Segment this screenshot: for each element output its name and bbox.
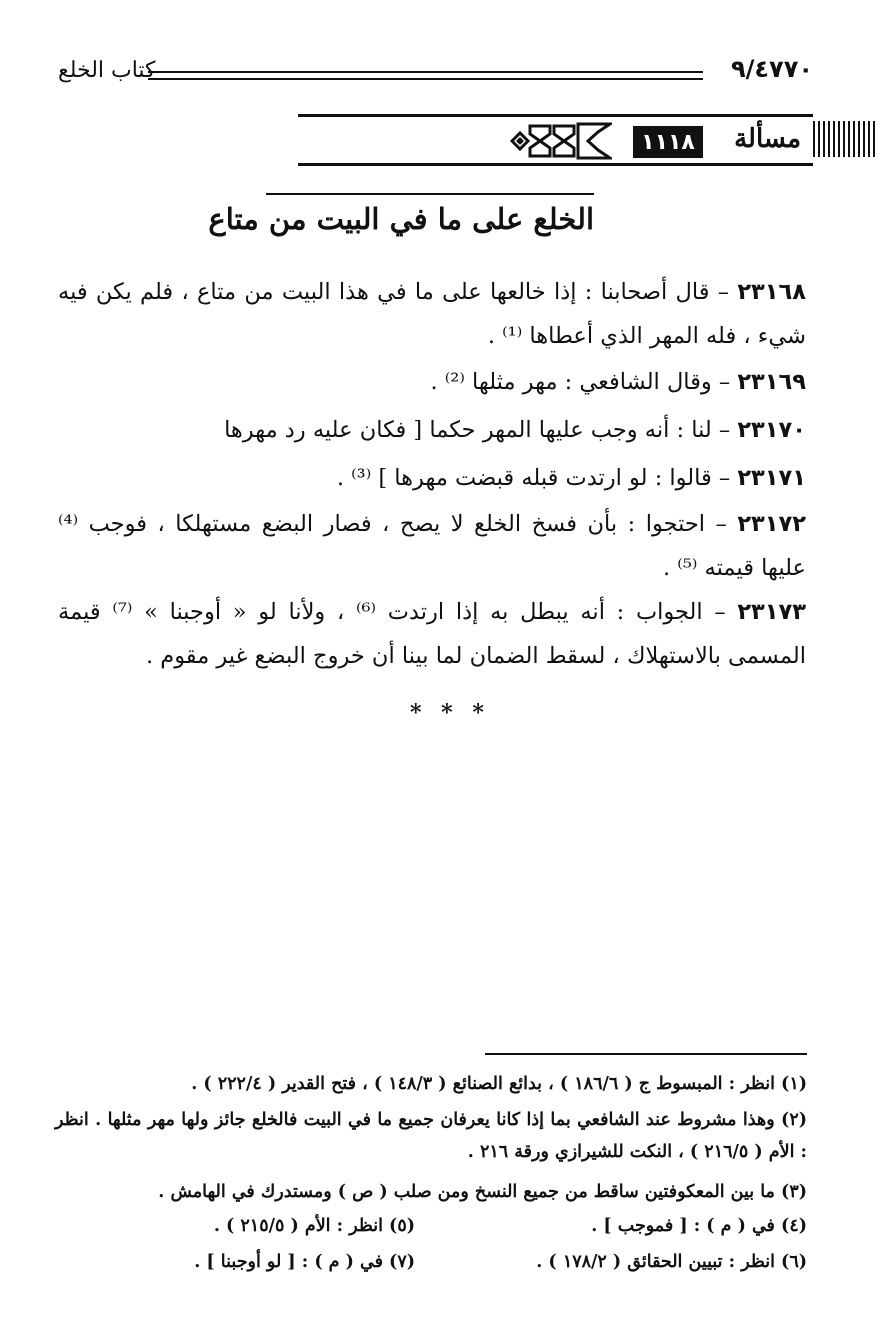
footnote-6: (٦) انظر : تبيين الحقائق ( ١٧٨/٢ ) . bbox=[536, 1252, 807, 1272]
title-rule bbox=[266, 193, 594, 195]
paragraph-number: ٢٣١٧٣ bbox=[737, 599, 806, 625]
paragraph-number: ٢٣١٧٠ bbox=[737, 417, 806, 443]
paragraph-number: ٢٣١٧١ bbox=[737, 465, 806, 491]
paragraph-text: – الجواب : أنه يبطل به إذا ارتدت ⁽⁶⁾ ، ولأنا لو « أوجبنا » ⁽⁷⁾ قيمة المسمى بالاستهلاك ، لسقط الضمان لما بينا أن خروج البضع غير مقوم . bbox=[58, 599, 806, 669]
chapter-title: الخلع على ما في البيت من متاع bbox=[208, 202, 594, 236]
paragraph-text: – وقال الشافعي : مهر مثلها ⁽²⁾ . bbox=[430, 369, 738, 395]
paragraph bbox=[58, 502, 806, 590]
paragraph bbox=[58, 270, 806, 358]
header-rule bbox=[148, 71, 703, 80]
book-title: كتاب الخلع bbox=[58, 58, 156, 83]
footnote-3: (٣) ما بين المعكوفتين ساقط من جميع النسخ ومن صلب ( ص ) ومستدرك في الهامش . bbox=[158, 1182, 807, 1202]
footnote-7: (٧) في ( م ) : [ لو أوجبنا ] . bbox=[194, 1252, 415, 1272]
paragraph bbox=[58, 360, 806, 404]
footnote-2: (٢) وهذا مشروط عند الشافعي بما إذا كانا يعرفان جميع ما في البيت فالخلع جائز ولها مهر مثلها . انظر : الأم ( ٢١٦/٥ ) ، النكت للشيرازي ورقة ٢١٦ . bbox=[55, 1110, 807, 1162]
paragraph-text: – احتجوا : بأن فسخ الخلع لا يصح ، فصار البضع مستهلكا ، فوجب ⁽⁴⁾ عليها قيمته ⁽⁵⁾ . bbox=[58, 511, 806, 581]
paragraph-text: – قال أصحابنا : إذا خالعها على ما في هذا البيت من متاع ، فلم يكن فيه شيء ، فله المهر الذي أعطاها ⁽¹⁾ . bbox=[58, 279, 806, 349]
footnote-5: (٥) انظر : الأم ( ٢١٥/٥ ) . bbox=[213, 1216, 415, 1236]
paragraph-number: ٢٣١٦٩ bbox=[737, 369, 806, 395]
paragraph-text: – قالوا : لو ارتدت قبله قبضت مهرها ] ⁽³⁾ . bbox=[336, 465, 738, 491]
paragraph-text: – لنا : أنه وجب عليها المهر حكما [ فكان عليه رد مهرها bbox=[224, 417, 738, 443]
paragraph bbox=[58, 408, 806, 452]
masala-number: ١١١٨ bbox=[633, 126, 703, 158]
masala-label: مسألة bbox=[734, 124, 801, 154]
footnote-1: (١) انظر : المبسوط ج ( ١٨٦/٦ ) ، بدائع الصنائع ( ١٤٨/٣ ) ، فتح القدير ( ٢٢٢/٤ ) . bbox=[191, 1074, 807, 1094]
footnote-4: (٤) في ( م ) : [ فموجب ] . bbox=[591, 1216, 807, 1236]
ornament-icon bbox=[502, 116, 612, 166]
footnote-rule bbox=[485, 1053, 807, 1055]
decorative-bars bbox=[813, 121, 875, 157]
paragraph-number: ٢٣١٧٢ bbox=[737, 511, 806, 537]
section-separator: * * * bbox=[410, 700, 490, 726]
paragraph bbox=[58, 456, 806, 500]
page-number: ٩/٤٧٧٠ bbox=[730, 55, 813, 83]
paragraph bbox=[58, 590, 806, 678]
paragraph-number: ٢٣١٦٨ bbox=[737, 279, 806, 305]
